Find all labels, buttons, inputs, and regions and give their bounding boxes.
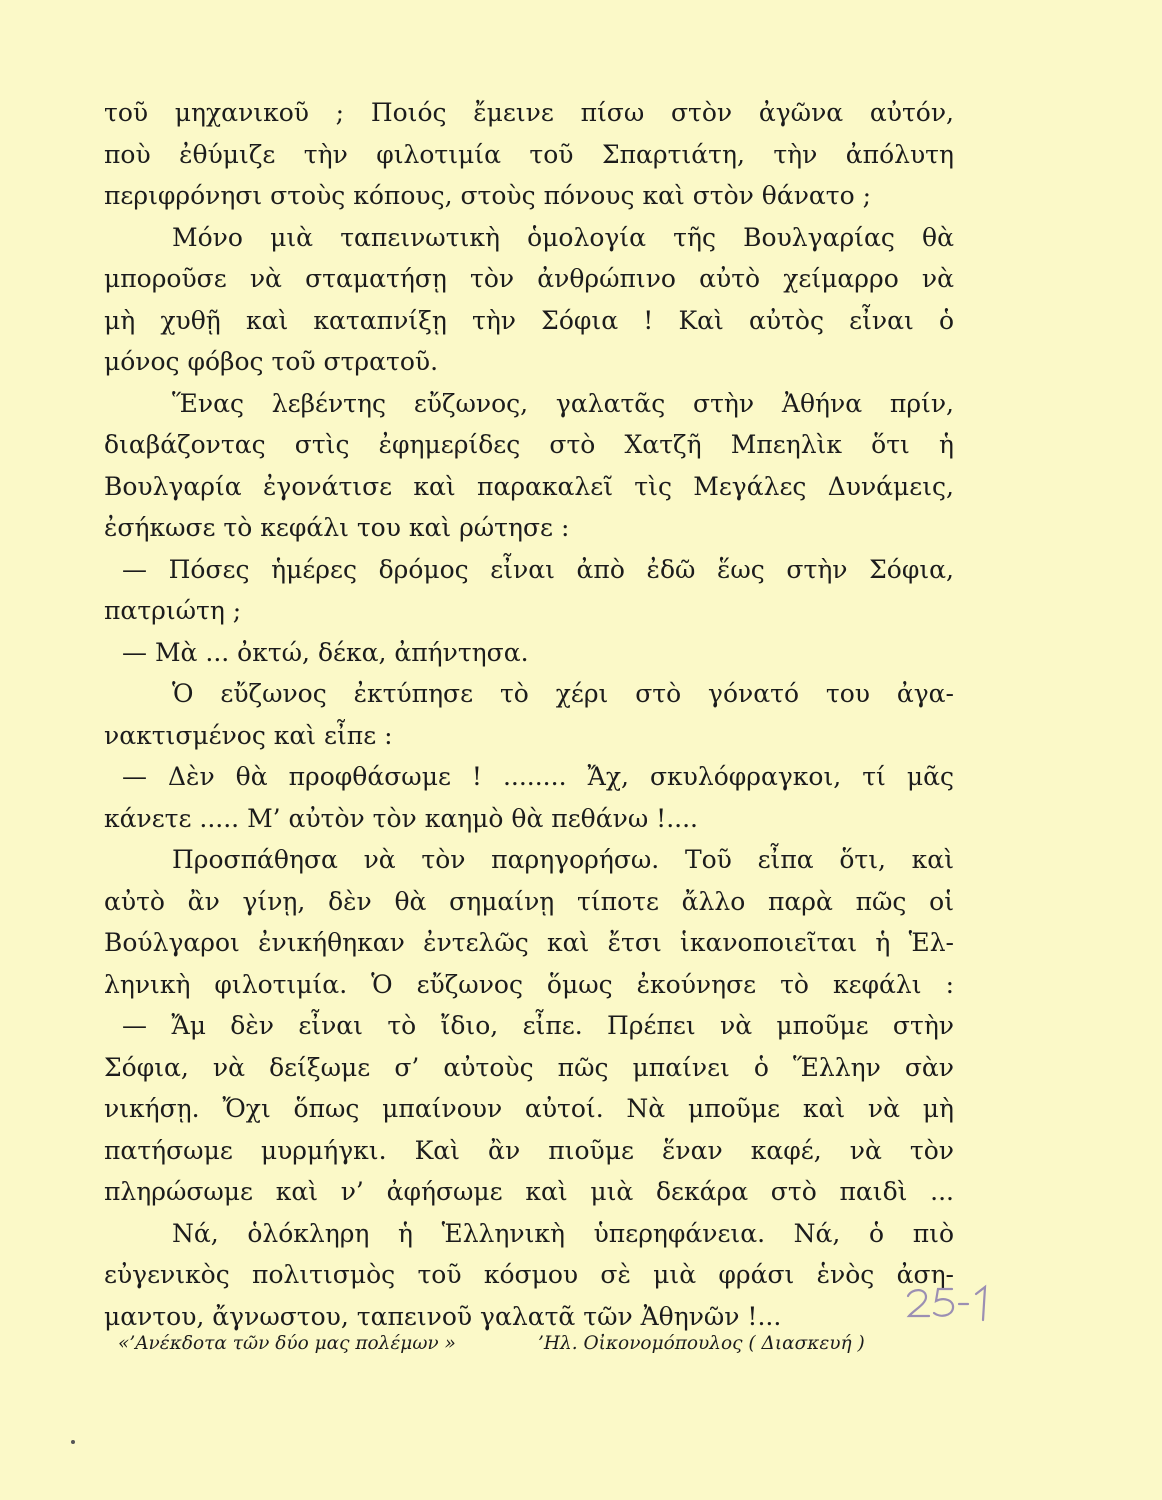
dialogue-line: — Δὲν θὰ προφθάσωμε ! ........ Ἄχ, σκυλόφραγκοι, τί μᾶς (122, 762, 954, 791)
body-line: τοῦ μηχανικοῦ ; Ποιός ἔμεινε πίσω στὸν ἀγῶνα αὐτόν, (104, 98, 954, 127)
body-line: κάνετε ..... Μ’ αὐτὸν τὸν καημὸ θὰ πεθάνω !.... (104, 803, 698, 833)
body-line: Νά, ὁλόκληρη ἡ Ἑλληνικὴ ὑπερηφάνεια. Νά, ὁ πιὸ (172, 1218, 954, 1248)
body-line: Προσπάθησα νὰ τὸν παρηγορήσω. Τοῦ εἶπα ὅτι, καὶ (172, 845, 954, 874)
body-line: πληρώσωμε καὶ ν’ ἀφήσωμε καὶ μιὰ δεκάρα στὸ παιδὶ ... (104, 1177, 954, 1206)
dialogue-line: — Ἄμ δὲν εἶναι τὸ ἴδιο, εἶπε. Πρέπει νὰ μποῦμε στὴν (122, 1011, 954, 1040)
body-line: Σόφια, νὰ δείξωμε σ’ αὐτοὺς πῶς μπαίνει ὁ Ἕλλην σὰν (104, 1052, 954, 1082)
body-line: μαντου, ἄγνωστου, ταπεινοῦ γαλατᾶ τῶν Ἀθηνῶν !... (104, 1301, 782, 1331)
body-line: ποὺ ἐθύμιζε τὴν φιλοτιμία τοῦ Σπαρτιάτη, τὴν ἀπόλυτη (104, 139, 954, 169)
source-citation: «’Ανέκδοτα τῶν δύο μας πολέμων » (118, 1333, 456, 1354)
body-line: μὴ χυθῇ καὶ καταπνίξῃ τὴν Σόφια ! Καὶ αὐτὸς εἶναι ὁ (104, 305, 954, 335)
citation-footer (118, 1326, 918, 1362)
body-line: μποροῦσε νὰ σταματήσῃ τὸν ἀνθρώπινο αὐτὸ χείμαρρο νὰ (104, 264, 954, 293)
body-line: Βουλγαρία ἐγονάτισε καὶ παρακαλεῖ τὶς Μεγάλες Δυνάμεις, (104, 471, 954, 501)
author-citation: ’Ηλ. Οἰκονομόπουλος ( Διασκευή ) (538, 1333, 865, 1354)
dialogue-line: — Μὰ ... ὀκτώ, δέκα, ἀπήντησα. (122, 637, 529, 667)
body-line: Βούλγαροι ἐνικήθηκαν ἐντελῶς καὶ ἔτσι ἱκανοποιεῖται ἡ Ἑλ- (104, 928, 954, 957)
body-line: εὐγενικὸς πολιτισμὸς τοῦ κόσμου σὲ μιὰ φράσι ἑνὸς ἀση- (104, 1260, 954, 1289)
body-line: ἐσήκωσε τὸ κεφάλι του καὶ ρώτησε : (104, 513, 570, 542)
body-line: Μόνο μιὰ ταπεινωτικὴ ὁμολογία τῆς Βουλγαρίας θὰ (172, 222, 954, 252)
body-line: διαβάζοντας στὶς ἐφημερίδες στὸ Χατζῆ Μπεηλὶκ ὅτι ἡ (104, 430, 954, 459)
body-line: Ὁ εὔζωνος ἐκτύπησε τὸ χέρι στὸ γόνατό του ἀγα- (172, 679, 954, 708)
body-line: νακτισμένος καὶ εἶπε : (104, 720, 393, 750)
body-line: πατριώτη ; (104, 596, 242, 625)
paper-speck (71, 1440, 75, 1444)
body-line: περιφρόνησι στοὺς κόπους, στοὺς πόνους καὶ στὸν θάνατο ; (104, 181, 872, 210)
body-line: μόνος φόβος τοῦ στρατοῦ. (104, 347, 439, 376)
dialogue-line: — Πόσες ἡμέρες δρόμος εἶναι ἀπὸ ἐδῶ ἕως στὴν Σόφια, (122, 554, 954, 584)
body-line: νικήσῃ. Ὄχι ὅπως μπαίνουν αὐτοί. Νὰ μποῦμε καὶ νὰ μὴ (104, 1094, 954, 1123)
body-line: ληνικὴ φιλοτιμία. Ὁ εὔζωνος ὅμως ἐκούνησε τὸ κεφάλι : (104, 969, 954, 999)
body-text (104, 92, 954, 1337)
body-line: Ἕνας λεβέντης εὔζωνος, γαλατᾶς στὴν Ἀθήνα πρίν, (172, 388, 954, 418)
body-line: πατήσωμε μυρμήγκι. Καὶ ἂν πιοῦμε ἕναν καφέ, νὰ τὸν (104, 1135, 954, 1165)
handwritten-page-note (900, 1282, 1000, 1324)
body-line: αὐτὸ ἂν γίνῃ, δὲν θὰ σημαίνῃ τίποτε ἄλλο παρὰ πῶς οἱ (104, 886, 954, 916)
